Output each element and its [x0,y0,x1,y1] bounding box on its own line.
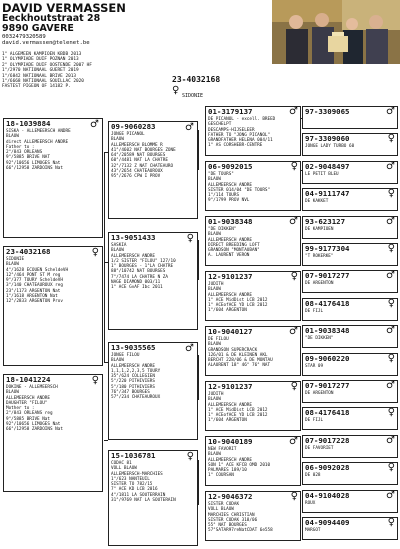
pedigree-line: STAR 09 [305,363,324,369]
male-icon: ♂ [289,216,298,227]
ring-number: 18-1039884 [6,119,51,128]
pedigree-line: SASKIA [111,243,127,248]
female-icon: ♀ [387,188,395,200]
pedigree-line: Father to : [6,144,35,150]
breeder-street: Eeckhoutstraat 28 [2,13,101,24]
female-icon: ♀ [172,85,180,96]
male-icon: ♂ [185,122,194,133]
pedigree-line: DE FIJL [305,418,324,424]
pedigree-line: DE 028 [305,473,321,479]
pedigree-line: ALLEMEERSCH ANDRE [208,457,252,463]
male-icon: ♂ [386,325,395,337]
breeder-name: DAVID VERMASSEN [2,1,126,15]
ring-number: 12-9101237 [208,272,253,281]
pedigree-line: SISKA - ALLEMEERSCH ANDRE [6,129,71,134]
pedigree-line: "T ROKERKE" [305,254,334,259]
pedigree-gen4-card[interactable] [302,435,398,458]
pedigree-line: MARGOT [305,528,321,533]
pedigree-gen4-card[interactable] [302,243,398,266]
pedigree-line: direct ALLEMEERSCH ANDRE [6,139,69,145]
pedigree-gen4-card[interactable] [302,216,398,239]
pedigree-line: 95°/2676 CPW I PROV [111,174,161,180]
pedigree-line: BLAUW [111,137,124,143]
pedigree-line: BERCHT 228/06 & DE MONTAU [208,358,273,364]
ring-number: 06-9092028 [305,463,350,473]
pedigree-line: JUDITH [208,392,224,397]
pedigree-line: JONGE PICANOL [111,132,145,137]
pedigree-line: VOLL BLAUW [111,466,137,472]
female-icon: ♀ [387,407,395,419]
pedigree-line: 1° ACEofACE YD LCB 2012 [208,413,268,419]
pedigree-line: BLAUW [208,397,221,403]
pedigree-line: DE FAVORIET [305,445,334,451]
award-photo [272,0,400,64]
pedigree-line: DE FIJL [305,308,324,314]
pedigree-gen4-card[interactable] [302,106,398,129]
pedigree-line: 88°/10742 NAT BOURGES [111,269,166,275]
female-icon: ♀ [290,381,298,392]
pedigree-line: 1°/604 ARGENTON [208,308,247,314]
pedigree-line: "DE DIKKEN" [305,336,334,342]
pedigree-line: DE FILOU [208,337,229,342]
pedigree-gen4-card[interactable] [302,407,398,430]
female-icon: ♀ [387,297,395,309]
pedigree-line: 1°/604 ARGENTON [208,418,247,424]
pedigree-gen4-card[interactable] [302,188,398,211]
female-icon: ♀ [387,517,395,528]
achievement-line: 1°/2970 NATIONAAL GUERET 2019 [2,68,79,74]
pedigree-line: GRANDSON "MONTAUBAN" [208,248,260,254]
pedigree-line: SISTER CODAK [208,502,240,507]
pedigree-line: "DE DIKKEN" [208,227,237,232]
ring-number: 13-9051433 [111,233,156,242]
achievement-line: 2° OLYMPIADE DUIF OOSTENDE 2007 HF [2,62,92,68]
pedigree-line: 76°/347 BOURGES [111,390,150,396]
pedigree-line: BLAUW [208,177,221,183]
pedigree-line: ALLEMEERSCH-MARCHIES [111,471,163,477]
pedigree-damline-card[interactable] [3,374,103,492]
pedigree-gen2-a[interactable] [108,121,198,219]
ring-number: 09-9060220 [305,353,350,363]
pedigree-line: 1°/114 TOURS [208,193,240,199]
pedigree-line: ALLEMEERSCH ANDRE [208,182,252,188]
pedigree-line: JONGE LADY TURBO 60 [305,144,355,150]
breeder-email[interactable]: david.vermassen@telenet.be [2,40,90,47]
male-icon: ♂ [386,434,395,446]
pedigree-line: 5°/220 PITHIVIERS [111,379,155,385]
ring-number: 13-9035565 [111,343,156,352]
pedigree-gen3-card[interactable] [205,161,301,211]
male-icon: ♂ [386,106,395,117]
male-icon: ♂ [386,160,395,172]
female-icon: ♀ [387,243,395,254]
ring-number: 04-9104028 [305,490,350,500]
pedigree-line: VOLL BLAUW [208,507,234,513]
pedigree-line: DOKINE - ALLEMEERSCH [6,385,58,390]
pedigree-gen3-card[interactable] [205,381,301,431]
pedigree-line: BLAUW [111,358,124,364]
pedigree-line: 9°/5885 BRIVE NAT [6,155,50,161]
male-icon: ♂ [289,436,298,447]
ring-number: 18-1041224 [6,375,51,384]
pedigree-line: 1° COURSAN [208,473,234,479]
ring-number: 02-9048497 [305,161,350,171]
pedigree-line: 1° ACE GvAF Ibc 2011 [111,285,163,291]
pedigree-line: SON 1° ACE KFCB OMD 2010 [208,462,271,468]
pedigree-line: 1° ACEofACE YD LCB 2012 [208,303,268,309]
pedigree-line: NAGE DIAMOND 003/11 [111,280,161,286]
pedigree-line: 64°/20589 NAT BOURGES [111,153,166,159]
pedigree-line: 66°/12958 ZARDOINS Nat [6,427,63,433]
pedigree-line: 66°/12958 ZARDOINS Nat [6,166,63,172]
pedigree-line: PALMARES 189/10 [208,468,247,474]
male-icon: ♂ [386,270,395,282]
pedigree-gen4-card[interactable] [302,517,398,540]
subject-ring-header [172,76,220,84]
ring-number: 07-9017277 [305,381,350,390]
pedigree-line: FATHER TO "JONG PICANOL" [208,132,271,138]
pedigree-line: DE ARGENTON [305,281,334,287]
pedigree-line: 3°/140 CHATEAUROUX reg [6,283,63,289]
pedigree-line: 4°/1811 LA SOUTERRAIN [111,492,166,498]
ring-number: 07-9017277 [305,271,350,281]
pedigree-gen4-card[interactable] [302,490,398,513]
pedigree-line: SISTER 014/04 "DE TOURS" [208,187,271,193]
pedigree-line: 60°/4481 NAT LA CHATRE [111,158,168,164]
pedigree-line: ALLEMEERSCH ANDRE [208,237,252,243]
pedigree-line: BLAUW [208,342,221,348]
ring-number: 09-9060283 [111,122,156,131]
ring-number: 97-3309065 [305,107,350,116]
pedigree-gen2-d[interactable] [108,450,198,546]
pedigree-line: 55° NAT BOURGES [208,523,247,529]
pedigree-line: Mother to : [6,406,35,412]
achievements-list [2,52,92,90]
pedigree-line: DE KAKKET [305,199,329,205]
male-icon: ♂ [185,343,194,354]
ring-number: 10-9040189 [208,437,253,446]
male-icon: ♂ [386,380,395,391]
ring-number: 08-4176418 [305,408,350,418]
female-icon: ♀ [186,451,194,462]
ring-number: 15-1036781 [111,451,156,460]
pedigree-line: ALLEMEERSCH BLOMME R [111,142,163,148]
pedigree-line: A. LAURENT VERON [208,253,250,259]
ring-number: 99-9177304 [305,244,350,253]
pedigree-line: 1° ACE MidDist LCB 2012 [208,407,268,413]
pedigree-line: 1°/623 NANTEUIL [111,476,150,482]
pedigree-line: JUDITH [208,282,224,287]
subject-ring: 23-4032168 [172,75,221,84]
pedigree-sire-card[interactable] [3,118,103,238]
ring-number: 04-9111747 [305,189,350,199]
male-icon: ♂ [90,119,99,130]
pedigree-line: 23°/1173 ARGENTON Nat [6,288,61,294]
pedigree-line: 9°/1799 PROV NVL [208,198,250,204]
pedigree-line: BLAUW [6,262,19,268]
pedigree-line: 1° BOURGES - 1°LA CHATRE [111,264,174,270]
pedigree-line: DIRECT BREEDING LOFT [208,242,260,248]
pedigree-line: ALLEMEERSCH ANDRE [111,253,155,259]
subject-label: SIDONIE [182,93,204,99]
pedigree-line: 7°/7474 LA CHATRE N ZA [111,274,168,280]
pedigree-line: BLAUW [208,287,221,293]
breeder-city: 9890 GAVERE [2,23,74,34]
pedigree-line: DESCAMPS-HIJSELEER [208,127,255,133]
ring-number: 01-9038348 [305,326,350,336]
pedigree-line: MARCHIES CHRISTIAN [208,512,255,518]
pedigree-line: NEW FAVORIT [208,447,237,452]
pedigree-gen4-card[interactable] [302,133,398,156]
pedigree-line: 12°/464 PONT ST M reg [6,272,61,278]
pedigree-line: BLAUW [208,232,221,238]
male-icon: ♂ [386,215,395,227]
achievement-line: 1° OLYMPIADE DUIF POZNAN 2013 [2,57,79,63]
ring-number: 23-4032168 [6,247,51,256]
pedigree-gen4-card[interactable] [302,270,398,293]
ring-number: 06-9092015 [208,162,253,171]
pedigree-gen3-card[interactable] [205,106,301,156]
pedigree-line: 57°SATAR97reNatCDAT 6e558 [208,528,273,534]
pedigree-line: DE PICANOL - excell. BREED [208,117,276,122]
pedigree-line: 2°/843 ORLEANS reg [6,411,53,417]
ring-number: 04-9094409 [305,518,350,527]
pedigree-gen3-card[interactable] [205,271,301,321]
ring-number: 08-4176418 [305,298,350,308]
female-icon: ♀ [186,233,194,244]
pedigree-line: ALLEMEERSCH ANDRE [208,402,252,408]
pedigree-gen3-card[interactable] [205,216,301,266]
female-icon: ♀ [290,271,298,282]
pedigree-line: BLAUW [6,134,19,140]
female-icon: ♀ [91,247,99,258]
pedigree-line: ROUX [305,500,316,506]
pedigree-line: DAUGHTER "FILOU" [6,400,48,406]
male-icon: ♂ [289,326,298,337]
pedigree-line: 57°/234 CHATEAUROUX [111,395,161,401]
pedigree-line: ALAURENT 18° 46° 76° NAT [208,363,271,369]
pedigree-gen4-card[interactable] [302,353,398,376]
achievement-line: 1°/6842 NATIONAAL BRIVE 2013 [2,73,77,79]
pedigree-line: 4°/1628 ECOUEN ScheldeVH [6,267,69,273]
pedigree-gen3-card[interactable] [205,326,301,376]
female-icon: ♀ [387,133,395,145]
pedigree-line: 31°/9769 NAT LA SOUTERAIN [111,498,176,504]
pedigree-line: LE PETIT BLEU [305,171,339,177]
pedigree-line: JONGE FILOU [111,353,140,358]
pedigree-line: 1,1,1,2,2,3,5 TOURY [111,368,161,374]
female-icon: ♀ [387,462,395,474]
pedigree-gen3-card[interactable] [205,491,301,541]
pedigree-line: DE KAMPIOEN [305,226,334,232]
pedigree-line: BLAUW [6,390,19,396]
pedigree-line: 2°/843 ORLEANS [6,150,43,156]
pedigree-line: GRANDFATHER HELENA 004/11 [208,138,273,144]
pedigree-line: BLAUW [111,248,124,254]
pedigree-line: GRANDSON SUPERCRACK [208,347,258,353]
pedigree-gen2-c[interactable] [108,342,198,440]
pedigree-line: "DE TOURS" [208,172,234,177]
female-icon: ♀ [91,375,99,386]
pedigree-line: 92°/10656 LIMOGES Nat [6,422,61,428]
male-icon: ♂ [289,106,298,117]
award-photo-image [272,0,400,64]
achievement-line: 1° ALGEMEEN KAMPIOEN KBDB 2013 [2,52,82,57]
pedigree-gen4-card[interactable] [302,462,398,485]
pedigree-line: 92°/10656 LIMOGES Nat [6,160,61,166]
achievement-line: FASTEST PIGEON OF 14182 P. [2,84,71,90]
ring-number: 07-9017228 [305,435,350,445]
pedigree-line: SISTER TO 782/15 [111,482,153,488]
breeder-phone: 0032479320589 [2,34,46,40]
pedigree-line: DE ARGENTON [305,391,334,396]
pedigree-line: CODAC 81 [111,461,132,466]
pedigree-line: BLAUW [208,452,221,458]
pedigree-gen4-card[interactable] [302,161,398,184]
female-icon: ♀ [387,352,395,364]
pedigree-gen2-b[interactable] [108,232,198,330]
pedigree-line: ALLEMEERSCH ANDRE [208,292,252,298]
pedigree-line: 32°/7132 Z NAT CHATEAURO [111,163,174,169]
pedigree-gen4-card[interactable] [302,325,398,348]
pedigree-gen3-card[interactable] [205,436,301,486]
pedigree-line: SISTER CODAK 318/06 [208,517,258,523]
pedigree-gen4-card[interactable] [302,380,398,403]
female-icon: ♀ [290,491,298,502]
achievement-line: 1°/6668 NATIONAAL SOUILLAC 2020 [2,79,84,85]
pedigree-line: 1°/1618 ARGENTON Nat [6,294,58,300]
pedigree-line: 35°/624 COLLEGIEN [111,374,155,380]
pedigree-line: GESCHELPT [208,122,232,128]
pedigree-line: 1/2 SISTER "FILOU" 127/10 [111,258,176,264]
ring-number: 93-623127 [305,216,346,226]
female-icon: ♀ [290,161,298,172]
pedigree-line: 9°/5885 BRIVE Nat [6,416,50,422]
ring-number: 01-3179137 [208,107,253,116]
pedigree-line: 7° ACE KD LCB 2016 [111,487,158,493]
pedigree-line: 126/01 & DE KLEINEN AKL [208,352,268,358]
male-icon: ♂ [386,489,395,501]
ring-number: 97-3309060 [305,134,350,144]
pedigree-line: 41°/4602 NAT BOURGES ZONE [111,147,176,153]
pedigree-line: 5°/180 PITHIVIERS [111,384,155,390]
ring-number: 10-9040127 [208,327,253,336]
pedigree-line: 12°/2833 ARGENTON Prov [6,299,63,305]
pedigree-dam-card[interactable] [3,246,103,366]
pedigree-line: 1° ACE MidDist LCB 2012 [208,297,268,303]
ring-number: 12-9101237 [208,382,253,391]
pedigree-line: 43°/2654 CHATEAUROUX [111,169,163,175]
pedigree-line: 9°/377 TOURY ScheldeVH [6,278,63,284]
ring-number: 01-9038348 [208,217,253,226]
pedigree-line: ALLEMEERSCH ANDRE [111,363,155,369]
pedigree-line: ALLEMEERSCH ANDRE [6,395,50,401]
breeder-header [2,2,126,47]
ring-number: 12-9046372 [208,492,253,501]
pedigree-line: SIDONIE [6,257,25,262]
pedigree-line: 1° AS CORSHEBR-CENTRE [208,143,263,149]
pedigree-gen4-card[interactable] [302,298,398,321]
